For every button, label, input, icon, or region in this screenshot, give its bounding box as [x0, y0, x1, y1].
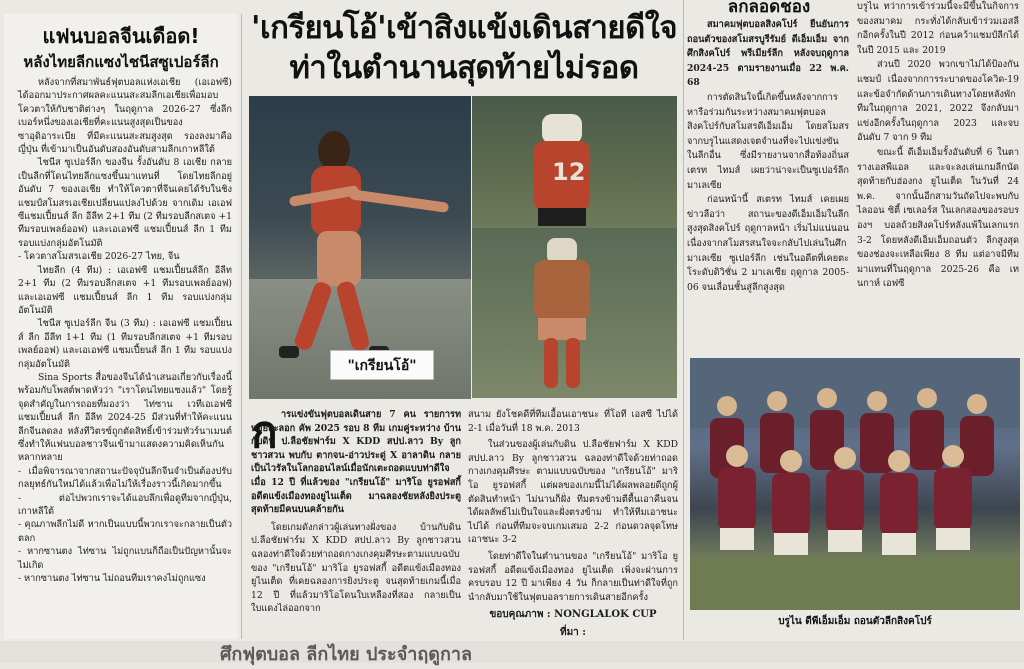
right-article-column-1 — [687, 0, 851, 355]
left-article-body — [4, 76, 238, 585]
left-paragraph: ไชนีส ซูเปอร์ลีก ของจีน รั้งอันดับ 8 เอเชีย กลายเป็นลีกที่โดนไทยลีกแซงขึ้นมาแทนที่ โดยไทยลีกอยู่อันดับ 7 ของเอเชีย ทำให้โควตาที่จีนเคยได้รับในชิงแชมป์สโมสรเอเชียเปลี่ยนแปลงไปด้วย จากเดิม เอเอฟซีแชมเปี้ยนส์ ลีก อีลีท 2+1 ทีม (2 ทีมรอบลีกสเตจ +1 ทีมรอบเพลย์ออฟ) และเอเอฟซี แชมเปี้ยนส์ ลีก 1 ทีมรอบแบ่งกลุ่มอัตโนมัติ — [18, 157, 232, 249]
source-link[interactable]: ที่มา : — [560, 627, 586, 639]
left-bullet: - หากซานตง ไท่ซาน ไม่ถอนทีมเราคงไม่ถูกแซง — [18, 573, 206, 585]
main-paragraph: โดยเกมดังกล่าวผู้เล่นทางฝั่งของ บ้านกับดิน ป.ลือชัยฟาร์ม X KDD สปป.ลาว By ลูกชาวสวน ฉลองท่าดีใจด้วยท่าถอดกางเกงคุมศีรษะตามแบบฉบับของ "เกรียนโอ้" มาริโอ ยูรอฟสกี้ อดีตแข้งเมืองทอง ยูไนเต็ด ที่เคยฉลองการยิงประตู จนสุดท้ายเกมนี้เมื่อ 12 ปี ที่แล้วมาริโอโดนใบเหลืองที่สอง กลายเป็นใบแดงไล่ออกจาก — [251, 521, 461, 615]
right-paragraph: การตัดสินใจนี้เกิดขึ้นหลังจากการหารือร่วมกันระหว่างสมาคมฟุตบอลสิงคโปร์กับสโมสรดีเอ็มเอ็ม โดยสโมสรจากบรูไนแสดงเจตจำนงที่จะไปแข่งขันในลีกอื่น ซึ่งมีรายงานจากสื่อท้องถิ่นสเตรท ไทมส์ เผยว่าน่าจะเป็นซูเปอร์ลีกมาเลเซีย — [687, 91, 849, 191]
main-paragraph: โดยท่าดีใจในตำนานของ "เกรียนโอ้" มาริโอ ยูรอฟสกี้ อดีตแข้งเมืองทอง ยูไนเต็ด เพิ่งจะผ่านการครบรอบ 12 ปี มาเพียง 4 วัน ก็กลายเป็นท่าดีใจที่ถูกนำกลับมาใช้ในฟุตบอลรายการเดินสายอีกครั้ง — [468, 550, 678, 603]
drop-cap: ก — [251, 407, 278, 458]
left-paragraph: Sina Sports สื่อของจีนได้นำเสนอเกี่ยวกับเรื่องนี้พร้อมกับโพสต์พาดหัวว่า "เราโดนไทยแซงแล้ว" โดยรู้จุดสำคัญในการถอยที่มองว่า ไท่ซาน เวทีเอเอฟซีแชมเปี้ยนส์ ลีก อีลีท 2024-25 มีส่วนที่ทำให้คะแนนลีกจีนลดลง หลังทีวิตรซ์ถูกตัดสิทธิ์เข้าร่วมทัวร์นาเมนต์ ซึ่งทำให้แฟนบอลชาวจีนเข้ามาแสดงความคิดเห็นกันหลากหลาย — [18, 371, 232, 464]
team-photo — [690, 358, 1020, 610]
right-article-lead: สมาคมฟุตบอลสิงคโปร์ ยืนยันการถอนตัวของสโมสรบูรีรัมย์ ดีเอ็มเอ็ม จากศึกสิงคโปร์ พรีเมียร์ลีก หลังจบฤดูกาล 2024-25 ตามรายงานเมื่อ 22 พ.ค. 68 — [687, 19, 849, 89]
left-bullet: - ต่อไปพวกเราจะได้แอบลึกเพื่อดูทีมจากญี่ปุ่น, เกาหลีใต้ — [18, 492, 232, 517]
main-paragraph: สนาม ยังโชคดีที่ทีมเอื้อนเอาชนะ ที่โอที เอสซี ไปได้ 2-1 เมื่อวันที่ 18 พ.ค. 2013 — [468, 409, 678, 434]
photo-caption-tag: "เกรียนโอ้" — [330, 350, 434, 380]
headline-line-2: ท่าในตำนานสุดท้ายไม่รอด — [289, 50, 639, 86]
left-article — [4, 14, 238, 639]
shirt-number: 12 — [552, 158, 586, 186]
bottom-strip — [0, 641, 1024, 663]
bottom-strip-text: ศึกฟุตบอล ลีกไทย ประจำฤดูกาล — [220, 644, 472, 665]
photo-player-shirt-over-head — [472, 96, 677, 228]
player-figure — [472, 228, 677, 398]
photo-credit: ขอบคุณภาพ : NONGLALOK CUP — [489, 609, 657, 621]
left-bullet: - หากซานตง ไท่ซาน ไม่ถูกแบนก็ถือเป็นปัญหานั้นจะไม่เกิด — [18, 546, 232, 571]
photo-player-archive — [472, 228, 677, 398]
left-paragraph: หลังจากที่สมาพันธ์ฟุตบอลแห่งเอเชีย (เอเอฟซี) ได้ออกมาประกาศผลคะแนนสะสมลีกเอเชียเพื่อมอบโควตาให้กับชาติต่างๆ ในฤดูกาล 2026-27 ซึ่งลีกเบอร์หนึ่งของเอเชียที่คะแนนสูงสุดเป็นของซาอุดิอาระเบีย ที่มีคะแนนสะสมสูงสุด รองลงมาคือญี่ปุ่น ที่เข้ามาเป็นอันดับสองอันดับสามลีกเกาหลีใต้ — [18, 77, 232, 156]
team-players-figure — [690, 358, 1020, 610]
main-article-column-2 — [468, 408, 678, 639]
column-divider — [241, 14, 242, 639]
right-article-body — [687, 18, 851, 295]
left-paragraph: - โควตาสโมสรเอเชีย 2026-27 ไทย, จีน — [18, 251, 180, 263]
right-paragraph: ขณะนี้ ดีเอ็มเอ็มรั้งอันดับที่ 6 ในตารางเอสพีแอล และจะลงเล่นเกมลีกนัดสุดท้ายกับฮ่องกง ยูไนเต็ด ในวันที่ 24 พ.ค. จากนั้นอีกสามวันถัดไปจะพบกับไลออน ซิตี้ เซเลอร์ส ในเลกสองของรอบรองฯ บอลถ้วยสิงคโปร์หลังแพ้ในเลกแรก 3-2 โดยหลังดีเอ็มเอ็มถอนตัว ลีกสูงสุดของช่องจะเหลือเพียง 8 ทีม แต่อาจมีทีมมาแทนที่ในฤดูกาล 2025-26 คือ เทนกาห์ เอฟซี — [857, 146, 1019, 290]
left-bullet: - คุณภาพลีกไม่ดี หากเป็นแบบนี้พวกเราจะกลายเป็นตัวตลก — [18, 519, 232, 544]
right-paragraph: บรูไน ทว่าการเข้าร่วมนี้จะมีขึ้นในกิจการของสมาคม กระทั่งได้กลับเข้าร่วมเอสลีกอีกครั้งในปี 2012 ก่อนคว้าแชมป์ลีกได้ในปี 2015 และ 2019 — [857, 1, 1019, 56]
main-headline — [244, 8, 684, 94]
left-article-subtitle: หลังไทยลีกแซงไชนีสซูเปอร์ลีก — [23, 53, 219, 71]
main-paragraph: ารแข่งขันฟุตบอลเดินสาย 7 คน รายการทหอยละลอก คัพ 2025 รอบ 8 ทีม เกมคู่ระหว่าง บ้านกับดิน ป.ลือชัยฟาร์ม X KDD สปป.ลาว By ลูกชาวสวน พบกับ ตากจน-อ่าวประดู่ X อาลาดิน กลายเป็นไวรัลในโลกออนไลน์เมื่อนักเตะถอดแบบท่าดีใจเมื่อ 12 ปี ที่แล้วของ "เกรียนโอ้" มาริโอ ยูรอฟสกี้ อดีตแข้งเมืองทองยูไนเต็ด มาฉลองชัยหลังยิงประตูสุดท้ายมีคนบนคล้ายกัน — [251, 409, 461, 516]
column-divider — [683, 0, 684, 640]
team-photo-caption: บรูไน ดีพีเอ็มเอ็ม ถอนตัวลีกสิงคโปร์ — [778, 616, 932, 627]
right-article-head: ลกลอดชอง — [727, 0, 811, 17]
headline-line-1: 'เกรียนโอ้'เข้าสิงแข้งเดินสายดีใจ — [250, 10, 678, 46]
right-article-body-2 — [857, 0, 1019, 292]
right-paragraph: ก่อนหน้านี้ สเตรท ไทมส์ เคยเผยข่าวลือว่า สถานะของดีเอ็มเอ็มในลีกสูงสุดสิงคโปร์ ฤดูกาลหน้า เริ่มไม่แน่นอน เนื่องจากสโมสรสนใจจะกลับไปเล่นในศึกมาเลเซีย ซูเปอร์ลีก เช่นในอดีตที่เคยตะโระดับดิวิชั่น 2 มาเลเซีย ฤดูกาล 2005-06 จนเลื่อนชั้นสู่ลีกสูงสุด — [687, 194, 849, 293]
main-article-column-1 — [251, 408, 461, 638]
left-paragraph: ไชนีส ซูเปอร์ลีก จีน (3 ทีม) : เอเอฟซี แชมเปี้ยนส์ ลีก อีลีท 1+1 ทีม (1 ทีมรอบลีกสเตจ +1 ทีมรอบเพลย์ออฟ) และเอเอฟซี แชมเปี้ยนส์ ลีก 1 ทีม รอบแบ่งกลุ่มอัตโนมัติ — [18, 318, 232, 370]
main-paragraph: ในส่วนของผู้เล่นกับดิน ป.ลือชัยฟาร์ม X KDD สปป.ลาว By ลูกชาวสวน ฉลองท่าดีใจด้วยท่าถอดกางเกงคุมศีรษะ ตามแบบฉบับของ "เกรียนโอ้" มาริโอ ยูรอฟสกี้ แต่ผลของเกมนี้ไม่ได้ผลพลอยดีถูกผู้ตัดสินทำหน้า ไม่นานก็ฝั่ง ทีมตรงข้ามตีตื้นเอาคืนจนได้ผลลัพธ์ไม่เป็นใจและฝั่งตรงข้าม ทำให้ทีมเอาชนะไปได้ ก่อนที่ทีมจะจบเกมเสมอ 2-2 ก่อนดวลจุดโทษเอาชนะ 3-2 — [468, 439, 678, 546]
left-bullet: - เมื่อพิจารณาจากสถานะปัจจุบันลีกจีนจำเป็นต้องปรับกลยุทธ์กันใหม่ได้แล้วเพื่อไม่ให้เรื่องราวนี้เกิดมากขึ้น — [18, 465, 232, 491]
right-paragraph: ส่วนปี 2020 พวกเขาไม่ได้ป้องกันแชมป์ เนื่องจากการระบาดของโควิด-19 และข้อจำกัดด้านการเดินทางโดยหลังพักทีมในฤดูกาล 2021, 2022 จึงกลับมาแข่งอีกครั้งในฤดูกาล 2023 และจบอันดับ 7 จาก 9 ทีม — [857, 59, 1019, 144]
left-paragraph: ไทยลีก (4 ทีม) : เอเอฟซี แชมเปี้ยนส์ลีก อีลีท 2+1 ทีม (2 ทีมรอบลีกสเตจ +1 ทีมรอบเพลย์ออฟ) และเอเอฟซี แชมเปี้ยนส์ ลีก 1 ทีม รอบแบ่งกลุ่มอัตโนมัติ — [18, 264, 232, 316]
left-article-title: แฟนบอลจีนเดือด! — [42, 24, 200, 48]
right-article-column-2 — [857, 0, 1019, 355]
